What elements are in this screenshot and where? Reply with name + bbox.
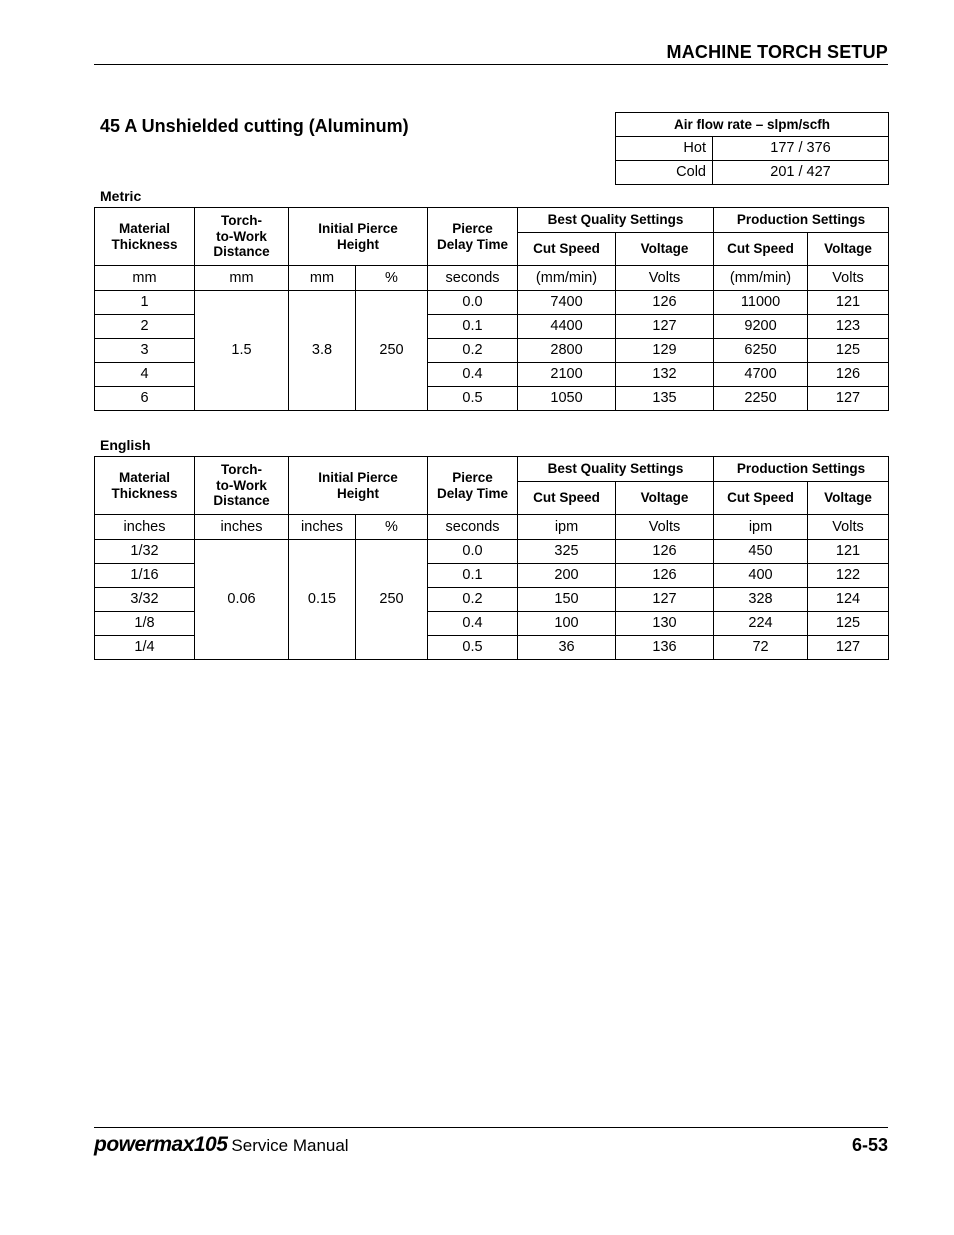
air-flow-row-cold [616, 161, 889, 185]
unit-cell: % [356, 515, 428, 540]
material-thickness-header: Material Thickness [95, 208, 195, 266]
thickness-cell: 1 [95, 291, 195, 315]
header-line: Delay Time [436, 236, 509, 252]
pierce-delay-cell: 0.2 [428, 588, 518, 612]
unit-cell: seconds [428, 266, 518, 291]
pierce-delay-cell: 0.5 [428, 387, 518, 411]
header-row [95, 457, 889, 482]
cut-speed-header: Cut Speed [518, 233, 616, 266]
pierce-delay-cell: 0.0 [428, 540, 518, 564]
best-voltage-cell: 130 [616, 612, 714, 636]
prod-voltage-cell: 127 [808, 387, 889, 411]
prod-voltage-cell: 123 [808, 315, 889, 339]
best-quality-header: Best Quality Settings [518, 208, 714, 233]
unit-cell: ipm [714, 515, 808, 540]
best-voltage-cell: 135 [616, 387, 714, 411]
table-row [95, 540, 889, 564]
best-cut-speed-cell: 4400 [518, 315, 616, 339]
best-cut-speed-cell: 7400 [518, 291, 616, 315]
table-row [95, 291, 889, 315]
pierce-height-pct-cell: 250 [356, 540, 428, 660]
units-row [95, 266, 889, 291]
best-cut-speed-cell: 1050 [518, 387, 616, 411]
best-cut-speed-cell: 100 [518, 612, 616, 636]
cut-speed-header: Cut Speed [714, 233, 808, 266]
header-line: Height [337, 236, 379, 252]
prod-voltage-cell: 122 [808, 564, 889, 588]
prod-cut-speed-cell: 6250 [714, 339, 808, 363]
english-label: English [100, 437, 151, 453]
header-row [95, 208, 889, 233]
torch-to-work-cell: 0.06 [195, 540, 289, 660]
air-flow-heading: Air flow rate – slpm/scfh [616, 113, 889, 137]
unit-cell: inches [289, 515, 356, 540]
unit-cell: (mm/min) [518, 266, 616, 291]
prod-voltage-cell: 124 [808, 588, 889, 612]
thickness-cell: 1/32 [95, 540, 195, 564]
english-table [94, 456, 889, 660]
unit-cell: mm [289, 266, 356, 291]
unit-cell: seconds [428, 515, 518, 540]
unit-cell: mm [195, 266, 289, 291]
best-cut-speed-cell: 325 [518, 540, 616, 564]
metric-table [94, 207, 889, 411]
pierce-height-cell: 3.8 [289, 291, 356, 411]
pierce-delay-cell: 0.1 [428, 564, 518, 588]
prod-cut-speed-cell: 9200 [714, 315, 808, 339]
voltage-header: Voltage [808, 233, 889, 266]
pierce-height-cell: 0.15 [289, 540, 356, 660]
header-line: Initial Pierce [318, 469, 398, 485]
unit-cell: inches [195, 515, 289, 540]
prod-cut-speed-cell: 400 [714, 564, 808, 588]
pierce-delay-header [428, 208, 518, 266]
best-cut-speed-cell: 2800 [518, 339, 616, 363]
prod-cut-speed-cell: 2250 [714, 387, 808, 411]
unit-cell: (mm/min) [714, 266, 808, 291]
header-line: to-Work [216, 477, 267, 493]
header-line: Pierce [452, 469, 493, 485]
thickness-cell: 6 [95, 387, 195, 411]
pierce-delay-cell: 0.0 [428, 291, 518, 315]
prod-voltage-cell: 125 [808, 339, 889, 363]
material-thickness-header: Material Thickness [95, 457, 195, 515]
header-line: Distance [213, 244, 270, 260]
air-flow-value: 201 / 427 [713, 161, 889, 185]
production-header: Production Settings [714, 208, 889, 233]
best-voltage-cell: 126 [616, 564, 714, 588]
prod-cut-speed-cell: 11000 [714, 291, 808, 315]
page-header [94, 42, 888, 65]
brand-name: powermax [94, 1133, 194, 1156]
best-voltage-cell: 129 [616, 339, 714, 363]
best-cut-speed-cell: 200 [518, 564, 616, 588]
pierce-height-pct-cell: 250 [356, 291, 428, 411]
pierce-delay-cell: 0.4 [428, 363, 518, 387]
best-quality-header: Best Quality Settings [518, 457, 714, 482]
unit-cell: % [356, 266, 428, 291]
header-line: Distance [213, 493, 270, 509]
prod-voltage-cell: 121 [808, 291, 889, 315]
production-header: Production Settings [714, 457, 889, 482]
prod-cut-speed-cell: 4700 [714, 363, 808, 387]
voltage-header: Voltage [616, 482, 714, 515]
unit-cell: ipm [518, 515, 616, 540]
header-line: Torch- [221, 462, 262, 478]
page-footer [94, 1127, 888, 1162]
best-cut-speed-cell: 150 [518, 588, 616, 612]
prod-voltage-cell: 121 [808, 540, 889, 564]
header-line: Initial Pierce [318, 220, 398, 236]
prod-cut-speed-cell: 328 [714, 588, 808, 612]
air-flow-label: Cold [616, 161, 713, 185]
unit-cell: inches [95, 515, 195, 540]
section-title: 45 A Unshielded cutting (Aluminum) [100, 116, 409, 136]
prod-cut-speed-cell: 450 [714, 540, 808, 564]
air-flow-row-hot [616, 137, 889, 161]
metric-label: Metric [100, 188, 142, 204]
air-flow-table [615, 112, 889, 185]
prod-voltage-cell: 126 [808, 363, 889, 387]
header-line: Torch- [221, 213, 262, 229]
air-flow-label: Hot [616, 137, 713, 161]
prod-voltage-cell: 125 [808, 612, 889, 636]
thickness-cell: 3 [95, 339, 195, 363]
units-row [95, 515, 889, 540]
unit-cell: Volts [616, 266, 714, 291]
thickness-cell: 1/8 [95, 612, 195, 636]
thickness-cell: 1/16 [95, 564, 195, 588]
header-line: to-Work [216, 228, 267, 244]
page-number: 6-53 [851, 1135, 888, 1155]
header-line: Pierce [452, 220, 493, 236]
prod-cut-speed-cell: 224 [714, 612, 808, 636]
best-cut-speed-cell: 36 [518, 636, 616, 660]
unit-cell: Volts [616, 515, 714, 540]
thickness-cell: 4 [95, 363, 195, 387]
best-voltage-cell: 127 [616, 588, 714, 612]
unit-cell: mm [95, 266, 195, 291]
thickness-cell: 1/4 [95, 636, 195, 660]
thickness-cell: 3/32 [95, 588, 195, 612]
pierce-delay-cell: 0.2 [428, 339, 518, 363]
prod-cut-speed-cell: 72 [714, 636, 808, 660]
cut-speed-header: Cut Speed [714, 482, 808, 515]
pierce-delay-cell: 0.4 [428, 612, 518, 636]
best-voltage-cell: 136 [616, 636, 714, 660]
voltage-header: Voltage [616, 233, 714, 266]
pierce-delay-header [428, 457, 518, 515]
initial-pierce-height-header [289, 208, 428, 266]
best-cut-speed-cell: 2100 [518, 363, 616, 387]
header-title: MACHINE TORCH SETUP [666, 42, 888, 62]
prod-voltage-cell: 127 [808, 636, 889, 660]
manual-label: Service Manual [231, 1136, 349, 1155]
brand-logo [94, 1133, 349, 1157]
unit-cell: Volts [808, 515, 889, 540]
best-voltage-cell: 127 [616, 315, 714, 339]
air-flow-value: 177 / 376 [713, 137, 889, 161]
pierce-delay-cell: 0.5 [428, 636, 518, 660]
best-voltage-cell: 132 [616, 363, 714, 387]
torch-to-work-cell: 1.5 [195, 291, 289, 411]
torch-to-work-header [195, 208, 289, 266]
best-voltage-cell: 126 [616, 291, 714, 315]
pierce-delay-cell: 0.1 [428, 315, 518, 339]
header-line: Height [337, 485, 379, 501]
brand-model: 105 [193, 1133, 228, 1156]
torch-to-work-header [195, 457, 289, 515]
cut-speed-header: Cut Speed [518, 482, 616, 515]
header-line: Delay Time [436, 485, 509, 501]
initial-pierce-height-header [289, 457, 428, 515]
best-voltage-cell: 126 [616, 540, 714, 564]
thickness-cell: 2 [95, 315, 195, 339]
unit-cell: Volts [808, 266, 889, 291]
voltage-header: Voltage [808, 482, 889, 515]
